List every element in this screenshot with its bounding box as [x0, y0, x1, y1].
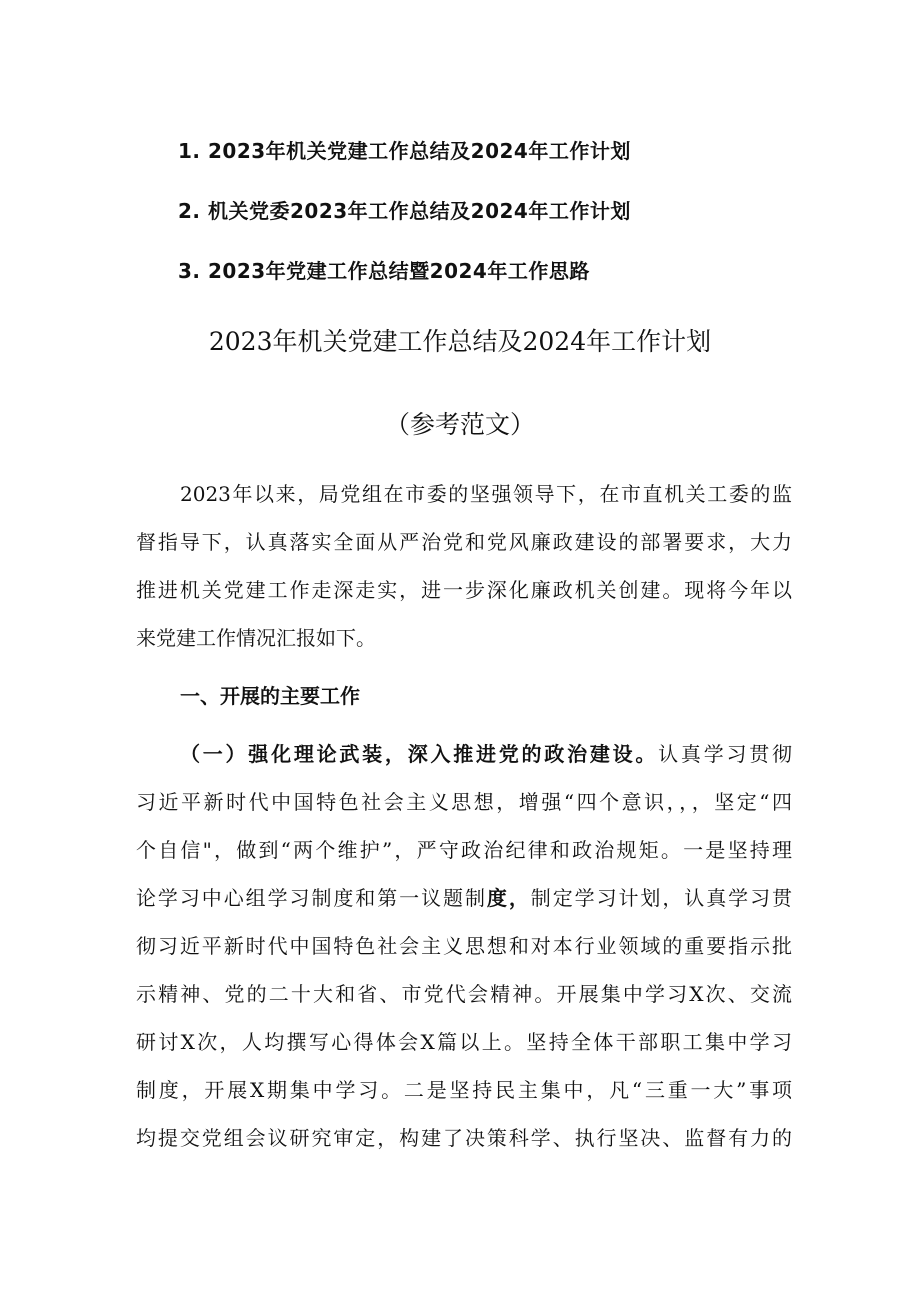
toc-item[interactable]	[178, 248, 631, 308]
paragraph-line: 督指导下，认真落实全面从严治党和党风廉政建设的部署要求，大力	[136, 530, 792, 554]
toc-item[interactable]	[178, 128, 631, 188]
paragraph-line: 来党建工作情况汇报如下。	[136, 626, 376, 650]
toc-item[interactable]	[178, 188, 631, 248]
toc-item-number: 1.	[178, 139, 201, 163]
paragraph-line: 个自信"，做到“两个维护”，严守政治纪律和政治规矩。一是坚持理	[136, 838, 792, 862]
table-of-contents	[178, 128, 631, 308]
paragraph-text: 论学习中心组学习制度和第一议题制	[136, 886, 487, 910]
document-title: 2023年机关党建工作总结及2024年工作计划	[208, 327, 712, 356]
paragraph-line: 均提交党组会议研究审定，构建了决策科学、执行坚决、监督有力的	[136, 1126, 792, 1150]
paragraph-text: 制定学习计划，认真学习贯	[530, 886, 792, 910]
toc-item-text: 机关党委2023年工作总结及2024年工作计划	[208, 199, 631, 223]
sub-heading: （一）强化理论武装，深入推进党的政治建设。	[180, 742, 659, 766]
paragraph-line: 研讨X次，人均撰写心得体会X篇以上。坚持全体干部职工集中学习	[136, 1030, 792, 1054]
paragraph-line: 习近平新时代中国特色社会主义思想，增强“四个意识，，，坚定“四	[136, 790, 792, 814]
section-heading: 一、开展的主要工作	[180, 684, 360, 708]
paragraph-line: 彻习近平新时代中国特色社会主义思想和对本行业领域的重要指示批	[136, 934, 792, 958]
emphasis-text: 度，	[486, 886, 531, 910]
body-paragraph	[136, 730, 792, 1162]
paragraph-line: 推进机关党建工作走深走实，进一步深化廉政机关创建。现将今年以	[136, 578, 792, 602]
document-subtitle: （参考范文）	[384, 410, 535, 439]
toc-item-number: 2.	[178, 199, 201, 223]
paragraph-line	[136, 730, 792, 778]
paragraph-line: 示精神、党的二十大和省、市党代会精神。开展集中学习X次、交流	[136, 982, 792, 1006]
paragraph-line: 2023年以来，局党组在市委的坚强领导下，在市直机关工委的监	[180, 482, 792, 506]
intro-paragraph	[136, 470, 792, 662]
paragraph-line: 制度，开展X期集中学习。二是坚持民主集中，凡“三重一大”事项	[136, 1078, 792, 1102]
toc-item-number: 3.	[178, 259, 201, 283]
toc-item-text: 2023年党建工作总结暨2024年工作思路	[208, 259, 590, 283]
toc-item-text: 2023年机关党建工作总结及2024年工作计划	[208, 139, 631, 163]
paragraph-text: 认真学习贯彻	[658, 742, 792, 766]
paragraph-line	[136, 874, 792, 922]
